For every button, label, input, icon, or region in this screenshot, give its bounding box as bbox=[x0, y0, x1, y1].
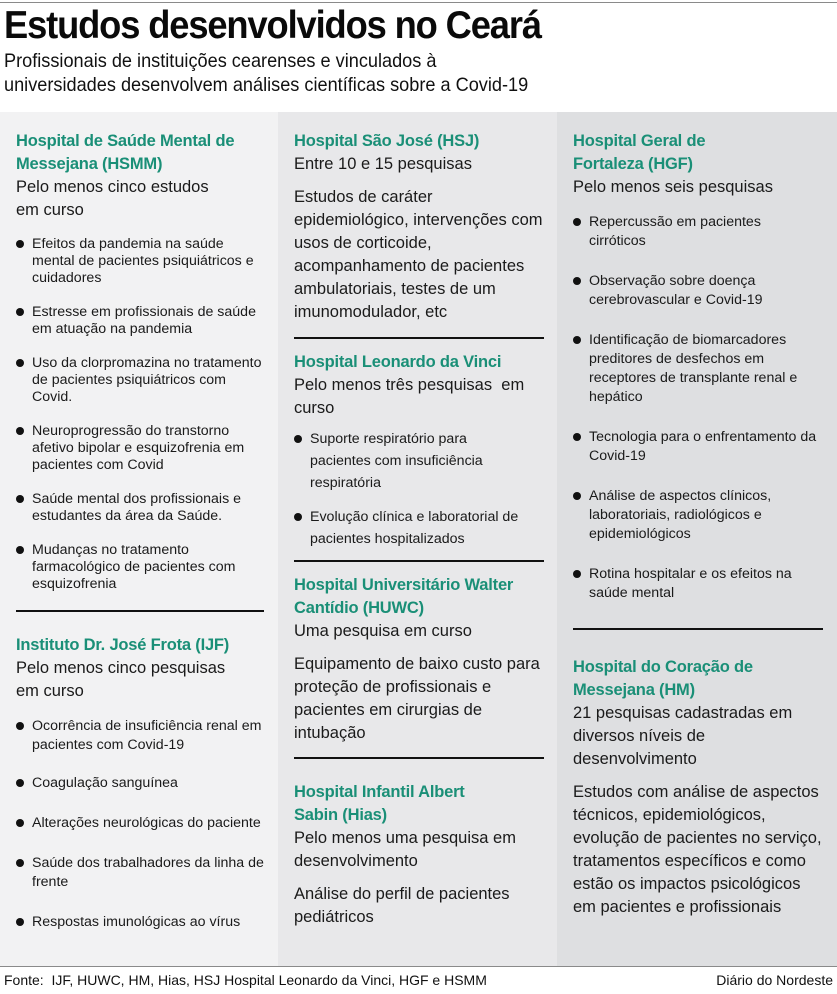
list-item: Coagulação sanguínea bbox=[16, 774, 264, 793]
list-item: Repercussão em pacientes cirróticos bbox=[573, 213, 783, 251]
list-item: Saúde dos trabalhadores da linha de frente bbox=[16, 854, 264, 892]
institution-description: Estudos com análise de aspectos técnicos, epidemiológicos, evolução de pacientes no serviço, tratamentos específicos e como estão os impactos psicológicos em pacientes e profissionais bbox=[573, 783, 822, 916]
study-list bbox=[294, 428, 543, 550]
institution-huwc bbox=[294, 574, 543, 745]
footer-source: Fonte: IJF, HUWC, HM, Hias, HSJ Hospital Leonardo da Vinci, HGF e HSMM bbox=[4, 972, 487, 988]
study-list bbox=[16, 717, 264, 932]
institution-name: Hospital Universitário Walter Cantídio (HUWC) bbox=[294, 576, 514, 617]
institution-count: Pelo menos três pesquisas em curso bbox=[294, 376, 529, 417]
top-rule bbox=[0, 2, 837, 3]
subtitle-line-2: universidades desenvolvem análises científicas sobre a Covid-19 bbox=[4, 74, 529, 96]
column-3 bbox=[557, 112, 837, 967]
bullet-icon bbox=[573, 570, 581, 578]
institution-hm bbox=[573, 656, 823, 919]
bullet-icon bbox=[16, 918, 24, 926]
list-item: Observação sobre doença cerebrovascular e Covid-19 bbox=[573, 272, 793, 310]
bullet-icon bbox=[16, 308, 24, 316]
bullet-icon bbox=[16, 722, 24, 730]
list-item: Evolução clínica e laboratorial de pacientes hospitalizados bbox=[294, 506, 543, 550]
subtitle-line-1: Profissionais de instituições cearenses e vinculados à bbox=[4, 50, 437, 72]
institution-name: Hospital Geral de Fortaleza (HGF) bbox=[573, 132, 706, 173]
columns-container bbox=[0, 112, 837, 967]
institution-count: Uma pesquisa em curso bbox=[294, 622, 472, 640]
institution-hsmm bbox=[16, 130, 264, 593]
section-divider bbox=[573, 628, 823, 630]
institution-count: 21 pesquisas cadastradas em diversos níveis de desenvolvimento bbox=[573, 704, 793, 768]
bullet-icon bbox=[16, 779, 24, 787]
institution-description: Estudos de caráter epidemiológico, intervenções com usos de corticoide, acompanhamento de pacientes ambulatoriais, testes de um imunomodulador, etc bbox=[294, 188, 543, 321]
list-item: Rotina hospitalar e os efeitos na saúde mental bbox=[573, 565, 823, 603]
study-list bbox=[16, 236, 264, 593]
institution-name: Hospital São José (HSJ) bbox=[294, 132, 480, 150]
footer-brand: Diário do Nordeste bbox=[716, 972, 833, 988]
list-item: Respostas imunológicas ao vírus bbox=[16, 913, 264, 932]
list-item: Alterações neurológicas do paciente bbox=[16, 814, 264, 833]
section-divider bbox=[294, 337, 544, 339]
section-divider bbox=[294, 560, 544, 562]
list-item: Tecnologia para o enfrentamento da Covid-19 bbox=[573, 428, 823, 466]
bullet-icon bbox=[573, 433, 581, 441]
institution-hias bbox=[294, 781, 543, 929]
list-item: Análise de aspectos clínicos, laboratoriais, radiológicos e epidemiológicos bbox=[573, 487, 808, 544]
list-item: Suporte respiratório para pacientes com insuficiência respiratória bbox=[294, 428, 509, 494]
institution-hgf bbox=[573, 130, 823, 603]
list-item: Uso da clorpromazina no tratamento de pacientes psiquiátricos com Covid. bbox=[16, 355, 264, 406]
list-item: Neuroprogressão do transtorno afetivo bipolar e esquizofrenia em pacientes com Covid bbox=[16, 423, 264, 474]
institution-count: Entre 10 e 15 pesquisas bbox=[294, 155, 472, 173]
section-divider bbox=[16, 610, 264, 612]
bullet-icon bbox=[294, 435, 302, 443]
institution-count: Pelo menos cinco pesquisas em curso bbox=[16, 659, 226, 700]
list-item: Ocorrência de insuficiência renal em pacientes com Covid-19 bbox=[16, 717, 264, 755]
institution-description: Equipamento de baixo custo para proteção de profissionais e pacientes em cirurgias de intubação bbox=[294, 655, 540, 742]
institution-count: Pelo menos seis pesquisas bbox=[573, 178, 773, 196]
bullet-icon bbox=[294, 513, 302, 521]
column-1 bbox=[0, 112, 278, 967]
institution-hsj bbox=[294, 130, 543, 324]
institution-name: Hospital Infantil Albert Sabin (Hias) bbox=[294, 783, 465, 824]
institution-ijf bbox=[16, 634, 264, 932]
institution-name: Instituto Dr. José Frota (IJF) bbox=[16, 636, 230, 654]
study-list bbox=[573, 213, 823, 603]
institution-leonardo-da-vinci bbox=[294, 351, 543, 550]
institution-description: Análise do perfil de pacientes pediátricos bbox=[294, 885, 510, 926]
list-item: Saúde mental dos profissionais e estudantes da área da Saúde. bbox=[16, 491, 264, 525]
page-title: Estudos desenvolvidos no Ceará bbox=[4, 4, 541, 47]
bullet-icon bbox=[16, 427, 24, 435]
institution-name: Hospital do Coração de Messejana (HM) bbox=[573, 658, 753, 699]
bullet-icon bbox=[16, 859, 24, 867]
column-2 bbox=[278, 112, 557, 967]
bullet-icon bbox=[16, 819, 24, 827]
institution-name: Hospital Leonardo da Vinci bbox=[294, 353, 502, 371]
bullet-icon bbox=[573, 492, 581, 500]
list-item: Mudanças no tratamento farmacológico de pacientes com esquizofrenia bbox=[16, 542, 264, 593]
bullet-icon bbox=[16, 495, 24, 503]
page-subtitle bbox=[4, 49, 804, 97]
bullet-icon bbox=[573, 277, 581, 285]
section-divider bbox=[294, 757, 544, 759]
list-item: Identificação de biomarcadores preditores de desfechos em receptores de transplante renal e hepático bbox=[573, 331, 823, 407]
institution-count: Pelo menos uma pesquisa em desenvolvimento bbox=[294, 829, 516, 870]
footer-rule bbox=[0, 966, 837, 967]
list-item: Estresse em profissionais de saúde em atuação na pandemia bbox=[16, 304, 264, 338]
bullet-icon bbox=[16, 359, 24, 367]
institution-name: Hospital de Saúde Mental de Messejana (HSMM) bbox=[16, 132, 235, 173]
bullet-icon bbox=[16, 240, 24, 248]
list-item: Efeitos da pandemia na saúde mental de pacientes psiquiátricos e cuidadores bbox=[16, 236, 264, 287]
bullet-icon bbox=[573, 336, 581, 344]
bullet-icon bbox=[573, 218, 581, 226]
bullet-icon bbox=[16, 546, 24, 554]
institution-count: Pelo menos cinco estudos em curso bbox=[16, 178, 209, 219]
